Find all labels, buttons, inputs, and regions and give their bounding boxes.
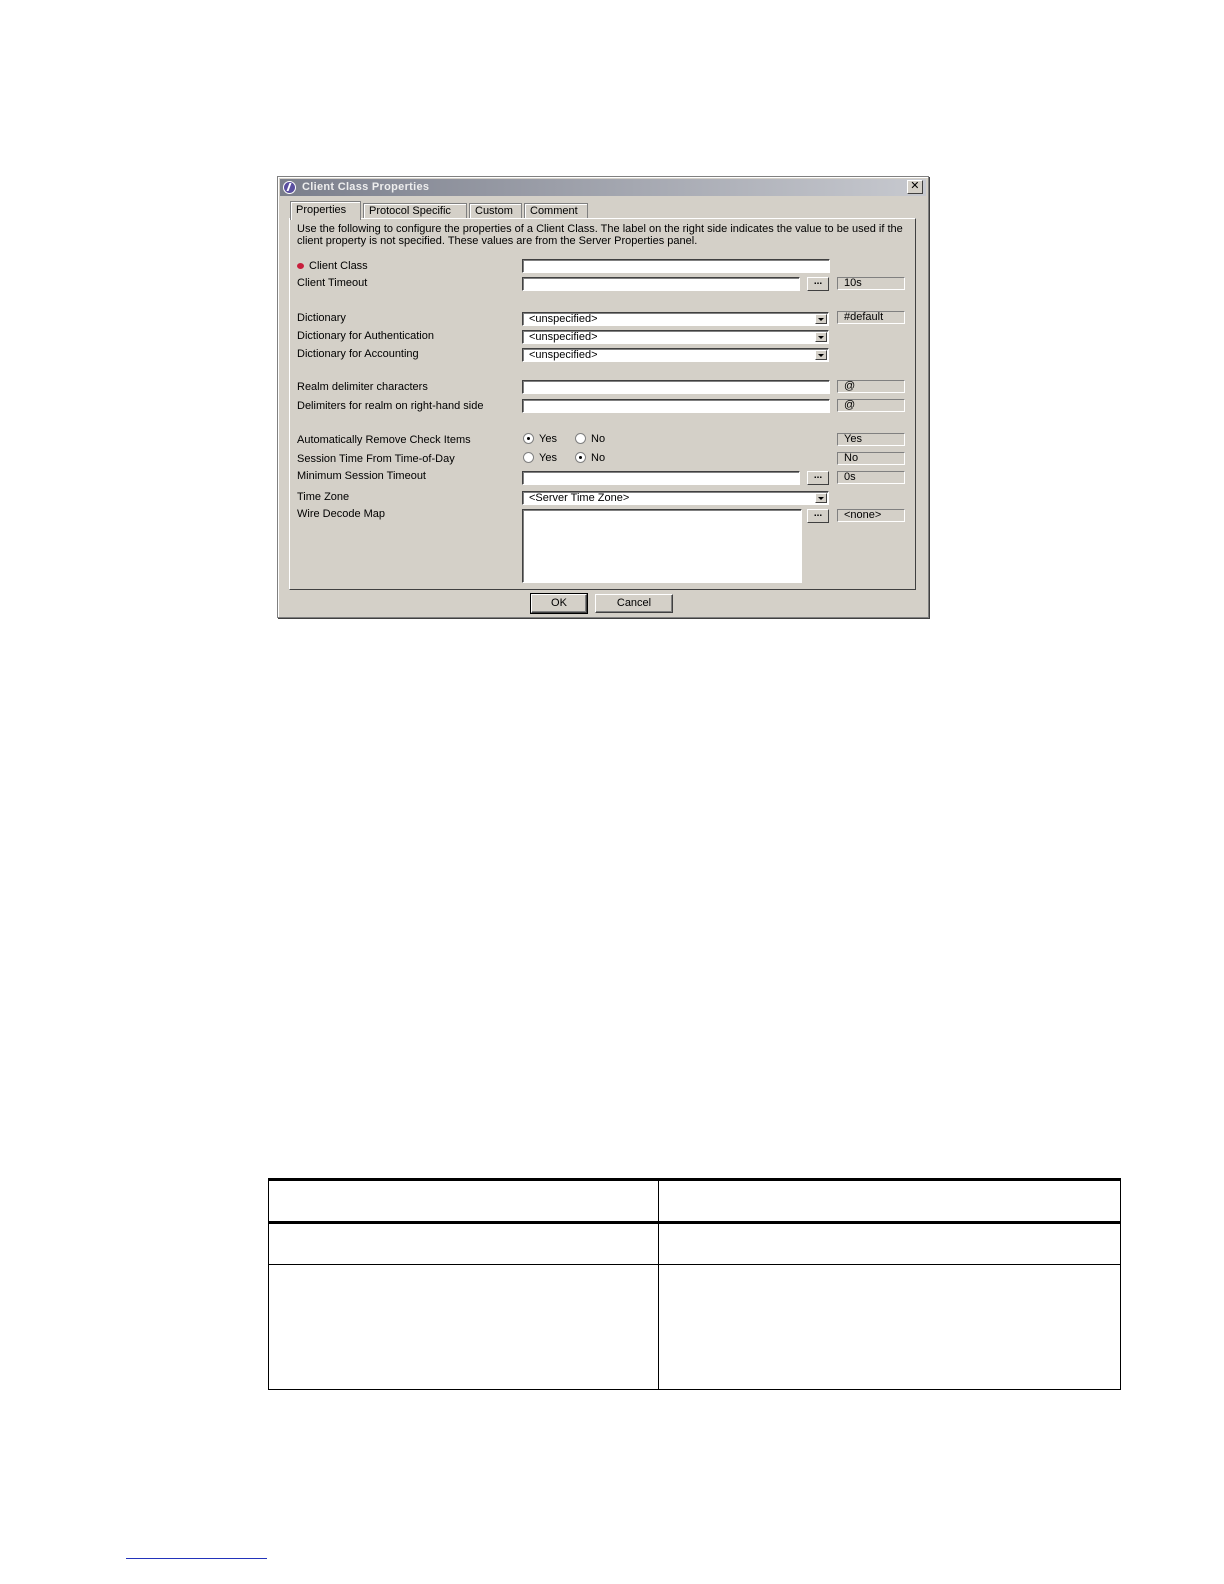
wire-decode-map-default: <none> [837,509,905,522]
dictionary-label: Dictionary [297,312,346,324]
table-row [269,1223,1121,1265]
dialog-title: Client Class Properties [302,181,430,193]
tab-comment[interactable]: Comment [524,203,588,218]
auto-remove-default: Yes [837,433,905,446]
dictionary-acct-label: Dictionary for Accounting [297,348,419,360]
app-logo-icon [283,181,296,194]
wire-decode-map-textarea[interactable] [522,509,802,583]
min-session-timeout-label: Minimum Session Timeout [297,470,426,482]
dictionary-select[interactable] [522,312,829,326]
wire-decode-map-label: Wire Decode Map [297,508,386,520]
radio-unchecked-icon [523,452,534,463]
table-cell [659,1180,1121,1223]
auto-remove-no-radio[interactable]: No [575,433,605,445]
table-row [269,1265,1121,1390]
radio-checked-icon [575,452,586,463]
time-zone-label: Time Zone [297,491,350,503]
document-table [268,1178,1121,1390]
min-session-timeout-input[interactable] [522,471,800,485]
table-cell [269,1180,659,1223]
tab-protocol-specific[interactable]: Protocol Specific [363,203,467,218]
chevron-down-icon[interactable] [815,332,827,342]
client-timeout-browse-button[interactable]: ... [807,277,829,291]
session-time-default: No [837,452,905,465]
realm-right-delimiter-label: Delimiters for realm on right-hand side [297,400,484,412]
intro-text: Use the following to configure the properties of a Client Class. The label on the right side indicates the value to be used if the client property is not specified. These values are from the Server Properties panel. [297,223,903,247]
min-session-timeout-default: 0s [837,471,905,484]
realm-delimiter-default: @ [837,380,905,393]
realm-delimiter-input[interactable] [522,380,830,394]
time-zone-select-value: <Server Time Zone> [529,492,630,504]
radio-checked-icon [523,433,534,444]
title-bar[interactable] [280,179,926,196]
table-cell [659,1223,1121,1265]
table-cell [269,1223,659,1265]
client-class-label: Client Class [297,260,368,272]
dictionary-auth-select[interactable] [522,330,829,344]
footnote-divider [126,1558,267,1559]
client-class-input[interactable] [522,259,830,273]
session-time-yes-radio[interactable]: Yes [523,452,557,464]
dictionary-default: #default [837,311,905,324]
ok-button[interactable]: OK [531,594,587,613]
dictionary-acct-select-value: <unspecified> [529,349,598,361]
table-header-row [269,1180,1121,1223]
session-time-label: Session Time From Time-of-Day [297,453,455,465]
chevron-down-icon[interactable] [815,314,827,324]
dictionary-auth-select-value: <unspecified> [529,331,598,343]
auto-remove-label: Automatically Remove Check Items [297,434,471,446]
min-session-timeout-browse-button[interactable]: ... [807,471,829,485]
client-class-properties-dialog [277,176,929,618]
client-timeout-default: 10s [837,277,905,290]
dictionary-select-value: <unspecified> [529,313,598,325]
table-cell [659,1265,1121,1390]
chevron-down-icon[interactable] [815,493,827,503]
tab-custom[interactable]: Custom [469,203,522,218]
dictionary-auth-label: Dictionary for Authentication [297,330,434,342]
auto-remove-yes-radio[interactable]: Yes [523,433,557,445]
chevron-down-icon[interactable] [815,350,827,360]
session-time-no-radio[interactable]: No [575,452,605,464]
client-timeout-input[interactable] [522,277,800,291]
close-button[interactable]: ✕ [907,180,923,194]
dictionary-acct-select[interactable] [522,348,829,362]
required-marker-icon [297,263,304,269]
realm-right-delimiter-input[interactable] [522,399,830,413]
radio-unchecked-icon [575,433,586,444]
client-timeout-label: Client Timeout [297,277,368,289]
realm-right-delimiter-default: @ [837,399,905,412]
cancel-button[interactable]: Cancel [595,594,673,613]
wire-decode-map-browse-button[interactable]: ... [807,509,829,523]
time-zone-select[interactable] [522,491,829,505]
tab-properties[interactable]: Properties [290,201,361,220]
table-cell [269,1265,659,1390]
realm-delimiter-label: Realm delimiter characters [297,381,428,393]
